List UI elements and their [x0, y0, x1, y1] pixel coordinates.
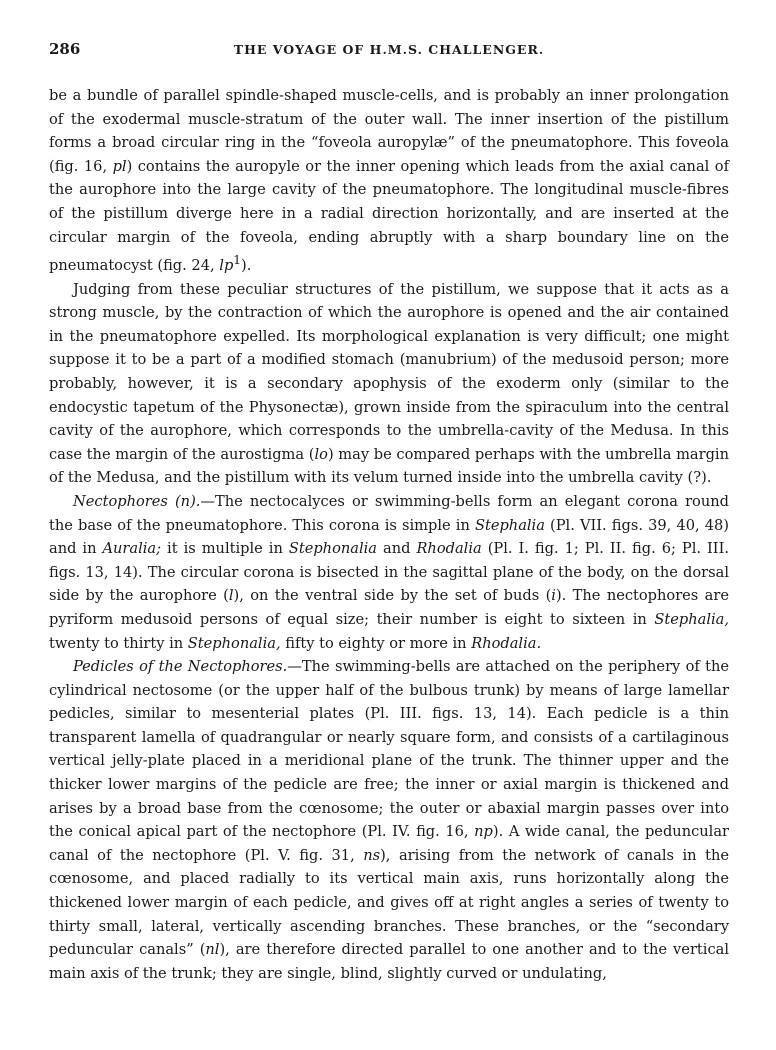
italic-text: Rhodalia. — [471, 634, 542, 652]
text-run: be a bundle of parallel spindle-shaped muscle-cells, and is probably an inner prolongation of the exodermal muscle-stratum of the outer wall. The inner insertion of the pistillum forms a broad circular ring in the “foveola auropylæ” of the pneumatophore. This foveola (fig. 16, — [49, 87, 729, 175]
text-run: ). A wide canal, the peduncular canal of the nectophore (Pl. V. fig. 31, — [49, 823, 730, 864]
text-run: (Pl. VII. figs. 39, 40, 48) and in — [49, 516, 729, 558]
text-run: it is multiple in — [161, 540, 289, 558]
italic-text: i — [551, 587, 556, 605]
text-run: ). — [241, 257, 252, 275]
italic-text: ns — [363, 846, 381, 864]
superscript: 1 — [233, 253, 242, 268]
text-run: ), arising from the network of canals in the cœnosome, and placed radially to its vertical main axis, runs horizontally along the thickened lower margin of each pedicle, and gives off at right angles a series of twenty to thirty small, lateral, vertically ascending branches. These branches, or the “secondary peduncular canals” ( — [49, 846, 729, 959]
text-run: ) may be compared perhaps with the umbrella margin of the Medusa, and the pistillum with its velum turned inside into the umbrella cavity (?). — [49, 445, 729, 487]
italic-text: Rhodalia — [416, 540, 482, 558]
italic-text: Stephalia, — [654, 610, 729, 628]
text-run: —The swimming-bells are attached on the periphery of the cylindrical nectosome (or the upper half of the bulbous trunk) by means of large lamellar pedicles, similar to mesenterial plates (Pl. III. figs. 13, 14). Each pedicle is a thin transparent lamella of quadrangular or nearly square form, and consists of a cartilaginous vertical jelly-plate placed in a meridional plane of the trunk. The thinner upper and the thicker lower margins of the pedicle are free; the inner or axial margin is thickened and arises by a broad base from the cœnosome; the outer or abaxial margin passes over into the conical apical part of the nectophore (Pl. IV. fig. 16, — [49, 658, 729, 841]
italic-text: Stephonalia — [288, 540, 378, 558]
italic-text: nl — [205, 941, 220, 959]
paragraph — [49, 490, 729, 655]
page-header — [49, 40, 729, 66]
text-run: Judging from these peculiar structures of the pistillum, we suppose that it acts as a strong muscle, by the contraction of which the aurophore is opened and the air contained in the pneumatophore expelled. Its morphological explanation is very difficult; one might suppose it to be a part of a modified stomach (manubrium) of the medusoid person; more probably, however, it is a secondary apophysis of the exoderm only (similar to the endocystic tapetum of the Physonectæ), grown inside from the spiraculum into the central cavity of the aurophore, which corresponds to the umbrella-cavity of the Medusa. In this case the margin of the aurostigma ( — [49, 280, 729, 463]
body-text — [49, 84, 729, 985]
italic-text: lp — [219, 257, 234, 275]
running-title: THE VOYAGE OF H.M.S. CHALLENGER. — [233, 42, 545, 57]
italic-text: l — [228, 587, 234, 605]
text-run: (Pl. I. fig. 1; Pl. II. fig. 6; Pl. III. figs. 13, 14). The circular corona is bisected in the sagittal plane of the body, on the dorsal side by the aurophore ( — [49, 540, 729, 605]
text-run: ) contains the auropyle or the inner opening which leads from the axial canal of the aurophore into the large cavity of the pneumatophore. The longitudinal muscle-fibres of the pistillum diverge here in a radial direction horizontally, and are inserted at the circular margin of the foveola, ending abruptly with a sharp boundary line on the pneumatocyst (fig. 24, — [49, 157, 729, 275]
page-number: 286 — [49, 40, 81, 58]
italic-text: lo — [314, 445, 328, 463]
italic-text: Stephonalia, — [187, 634, 281, 652]
text-run: ), are therefore directed parallel to one another and to the vertical main axis of the trunk; they are single, blind, slightly curved or undulating, — [49, 941, 729, 982]
paragraph — [49, 655, 729, 985]
text-run: fifty to eighty or more in — [280, 634, 472, 652]
italic-text: Stephalia — [474, 516, 545, 534]
paragraph — [49, 278, 729, 490]
text-run: and — [377, 540, 417, 558]
text-run: twenty to thirty in — [49, 634, 188, 652]
text-run: —The nectocalyces or swimming-bells form an elegant corona round the base of the pneumatophore. This corona is simple in — [49, 492, 729, 534]
italic-text: Auralia; — [102, 540, 162, 558]
book-page — [49, 40, 729, 985]
italic-text: np — [474, 823, 493, 841]
text-run: ). The nectophores are pyriform medusoid persons of equal size; their number is eight to sixteen in — [49, 587, 729, 628]
italic-text: pl — [112, 157, 127, 175]
italic-text: Pedicles of the Nectophores. — [73, 658, 288, 676]
text-run: ), on the ventral side by the set of buds ( — [233, 587, 552, 605]
paragraph — [49, 84, 729, 278]
italic-text: Nectophores (n). — [73, 492, 201, 510]
